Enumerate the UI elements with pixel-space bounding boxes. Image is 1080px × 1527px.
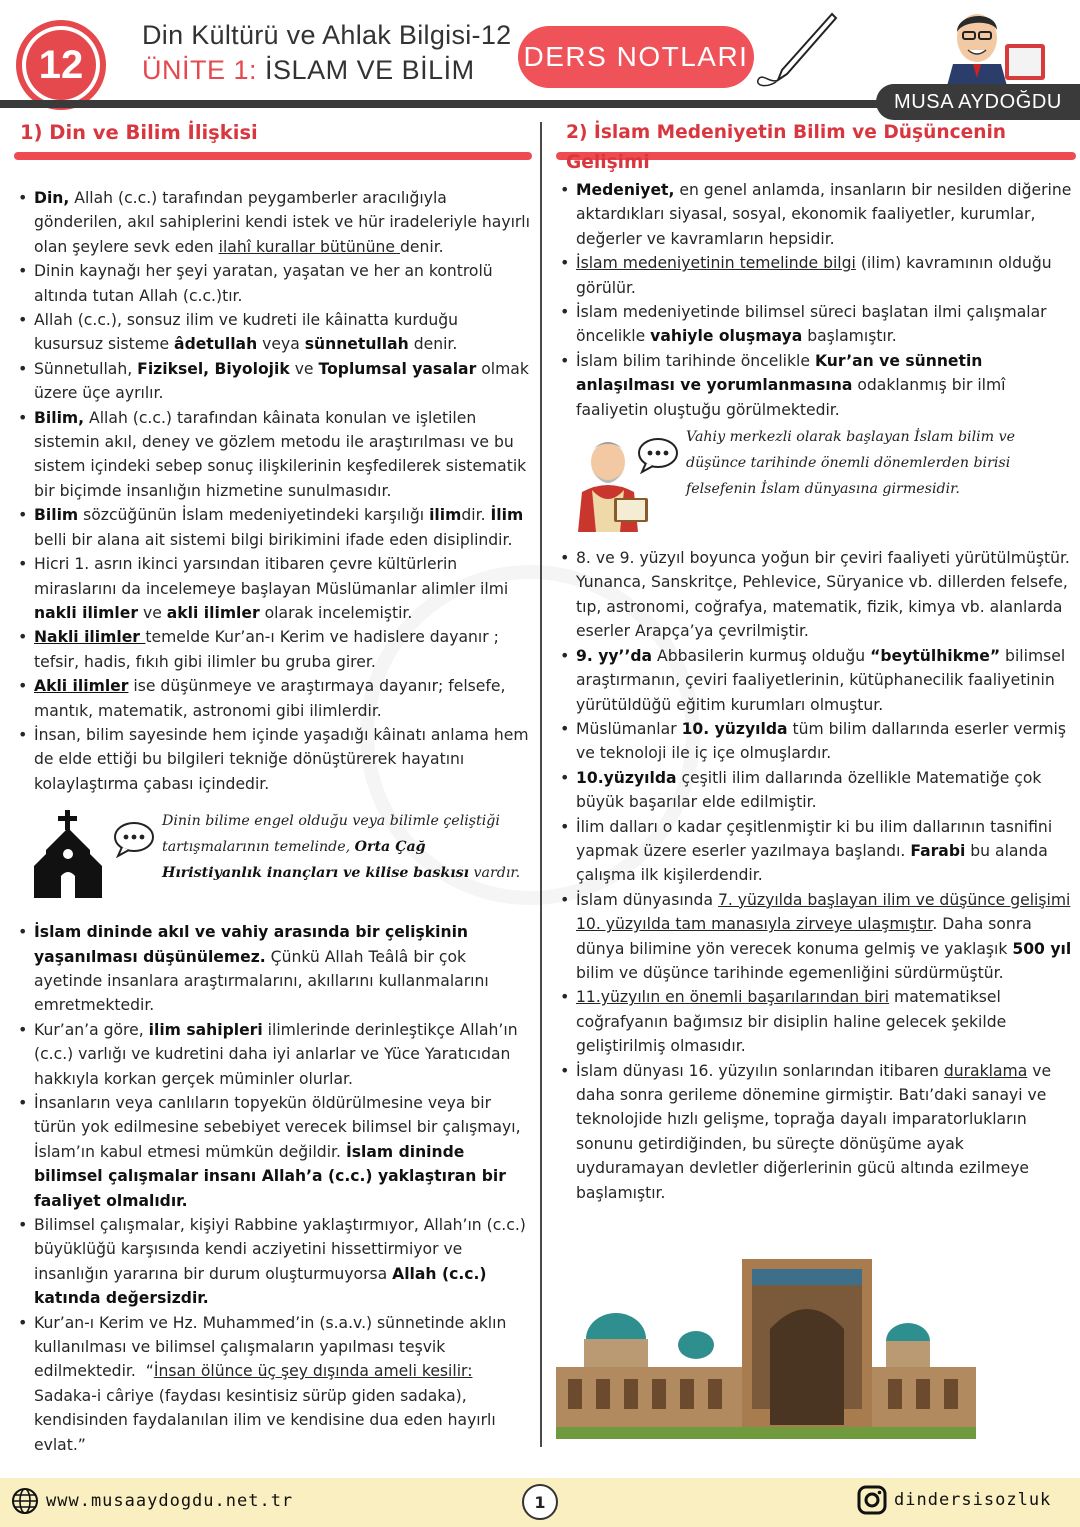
bullet-item: • Dinin kaynağı her şeyi yaratan, yaşatan ve her an kontrolü altında tutan Allah (c.c.)tır. xyxy=(14,259,532,308)
bullet-item: • İslam bilim tarihinde öncelikle Kur’an ve sünnetin anlaşılması ve yorumlanmasına odaklanmış bir ilmî faaliyetin oluştuğu görülmektedir. xyxy=(556,349,1076,422)
bullet-item: • Sünnetullah, Fiziksel, Biyolojik ve Toplumsal yasalar olmak üzere üçe ayrılır. xyxy=(14,357,532,406)
section-title-right: 2) İslam Medeniyetin Bilim ve Düşüncenin Gelişimi xyxy=(566,122,1007,173)
callout-bold: Orta Çağ xyxy=(354,839,426,856)
mosque-madrasa-image xyxy=(556,1249,976,1439)
bullet-item: • 11.yüzyılın en önemli başarılarından biri matematiksel coğrafyanın bağımsız bir disiplin haline gelecek şekilde geliştirilmiş olmasıdır. xyxy=(556,985,1076,1058)
bullet-item: • İslam medeniyetinin temelinde bilgi (ilim) kavramının olduğu görülür. xyxy=(556,251,1076,300)
bullet-item: • Allah (c.c.), sonsuz ilim ve kudreti ile kâinatta kurduğu kusursuz sisteme âdetullah veya sünnetullah denir. xyxy=(14,308,532,357)
bullet-item: • Akli ilimler ise düşünmeye ve araştırmaya dayanır; felsefe, mantık, matematik, astronomi gibi ilimlerdir. xyxy=(14,674,532,723)
callout-bold: Hıristiyanlık inançları ve kilise baskısı xyxy=(162,865,469,882)
bullet-item: • İnsanların veya canlıların topyekün öldürülmesine veya bir türün yok edilmesine sebebiyet verecek bilimsel bir çalışmayı, İslam’ın kabul etmesi mümkün değildir. İslam dininde bilimsel çalışmalar insanı Allah’a (c.c.) yaklaştıran bir faaliyet olmalıdır. xyxy=(14,1091,532,1213)
bullet-item: • Bilim, Allah (c.c.) tarafından kâinata konulan ve işletilen sistemin akıl, deney ve gözlem metodu ile araştırılması ve bu sistem içindeki sebep sonuç ilişkilerinin keşfedilerek sistematik bir biçimde insanlığın hizmetine sunulmasıdır. xyxy=(14,406,532,504)
author-avatar-icon xyxy=(935,6,1053,86)
bullet-item: • Din, Allah (c.c.) tarafından peygamberler aracılığıyla gönderilen, akıl sahiplerini kendi istek ve hür iradeleriyle hayırlı olan şeylere sevk eden ilahî kurallar bütününe denir. xyxy=(14,186,532,259)
bullet-item: • Nakli ilimler temelde Kur’an-ı Kerim ve hadislere dayanır ; tefsir, hadis, fıkıh gibi ilimler bu gruba girer. xyxy=(14,625,532,674)
right-bullets-a xyxy=(556,178,1076,422)
left-bullets-a xyxy=(14,186,532,796)
bullet-item: • İslam dünyası 16. yüzyılın sonlarından itibaren duraklama ve daha sonra gerileme dönemine girmiştir. Batı’daki sanayi ve teknolojide hızlı gelişme, toprağa dayalı imparatorlukların sonunu getirdiğinden, bu süreçte dönüşüme ayak uyduramayan devletler diğerlerinin gücü altında ezilmeye başlamıştır. xyxy=(556,1059,1076,1205)
speech-bubble-icon xyxy=(636,436,680,474)
scholar-callout xyxy=(556,428,1076,546)
notes-badge: DERS NOTLARI xyxy=(518,26,754,88)
unit-title xyxy=(142,55,475,86)
section-bar-left xyxy=(14,152,532,160)
callout-text: vardır. xyxy=(469,865,521,882)
unit-number: 12 xyxy=(26,30,96,100)
globe-icon xyxy=(10,1486,40,1516)
bullet-item: • İnsan, bilim sayesinde hem içinde yaşadığı kâinatı anlama hem de elde ettiği bu bilgileri tekniğe dönüştürerek hayatını kolaylaştırma çabası içindedir. xyxy=(14,723,532,796)
bullet-item: • Kur’an’a göre, ilim sahipleri ilimlerinde derinleştikçe Allah’ın (c.c.) varlığı ve kudretini daha iyi anlarlar ve Yüce Yaratıcıdan hakkıyla korkan gerçek müminler olurlar. xyxy=(14,1018,532,1091)
bullet-item: • Bilim sözcüğünün İslam medeniyetindeki karşılığı ilimdir. İlim belli bir alana ait sistemi bilgi birikimini ifade eden disiplindir. xyxy=(14,503,532,552)
bullet-item: • İslam dünyasında 7. yüzyılda başlayan ilim ve düşünce gelişimi 10. yüzyılda tam manasıyla zirveye ulaşmıştır. Daha sonra dünya bilimine yön verecek konuma gelmiş ve yaklaşık 500 yıl bilim ve düşünce tarihinde egemenliğini sürdürmüştür. xyxy=(556,888,1076,986)
page-footer xyxy=(0,1478,1080,1527)
callout-line: Vahiy merkezli olarak başlayan İslam bilim ve xyxy=(686,429,1016,446)
course-title: Din Kültürü ve Ahlak Bilgisi-12 xyxy=(142,20,512,50)
callout-line xyxy=(162,860,532,886)
instagram-link[interactable] xyxy=(856,1484,1051,1516)
bullet-item: • Medeniyet, en genel anlamda, insanların bir nesilden diğerine aktardıkları siyasal, sosyal, ekonomik faaliyetler, kurumlar, değerler ve kavramların hepsidir. xyxy=(556,178,1076,251)
unit-number-badge xyxy=(16,20,106,110)
website-link[interactable] xyxy=(10,1486,293,1516)
bullet-item: • İlim dalları o kadar çeşitlenmiştir ki bu ilim dallarının tasnifini yapmak üzere eserler yazılmaya başlandı. Farabi bu alanda çalışma ilk kişilerdendir. xyxy=(556,815,1076,888)
bullet-item: • İslam medeniyetinde bilimsel süreci başlatan ilmi çalışmalar öncelikle vahiyle oluşmaya başlamıştır. xyxy=(556,300,1076,349)
instagram-handle: dindersisozluk xyxy=(894,1490,1052,1510)
section-title-left: 1) Din ve Bilim İlişkisi xyxy=(20,121,258,144)
callout-line: düşünce tarihinde önemli dönemlerden birisi xyxy=(686,455,1011,472)
callout-line xyxy=(162,834,532,860)
callout-line: felsefenin İslam dünyasına girmesidir. xyxy=(686,481,960,498)
instagram-icon xyxy=(856,1484,888,1516)
bullet-item: • 10.yüzyılda çeşitli ilim dallarında özellikle Matematiğe çok büyük başarılar elde edilmiştir. xyxy=(556,766,1076,815)
left-bullets-b xyxy=(14,920,532,1457)
right-column xyxy=(556,118,1076,1439)
speech-bubble-icon xyxy=(112,820,156,858)
bullet-item: • 8. ve 9. yüzyıl boyunca yoğun bir çeviri faaliyeti yürütülmüştür. Yunanca, Sanskritçe, Pehlevice, Süryanice vb. dillerden felsefe, tıp, astronomi, coğrafya, matematik, fizik, kimya vb. alanlarda eserler Arapça’ya çevrilmiştir. xyxy=(556,546,1076,644)
callout-line: Dinin bilime engel olduğu veya bilimle çeliştiği xyxy=(162,813,500,830)
pen-icon xyxy=(752,10,842,90)
page-header xyxy=(0,0,1080,113)
callout-text: tartışmalarının temelinde, xyxy=(162,839,355,856)
bullet-item: • İslam dininde akıl ve vahiy arasında bir çelişkinin yaşanılması düşünülemez. Çünkü Allah Teâlâ bir çok ayetinde insanlara araştırmalarını, akıllarını kullanmalarını emretmektedir. xyxy=(14,920,532,1018)
author-name: MUSA AYDOĞDU xyxy=(876,84,1080,120)
church-callout xyxy=(14,810,532,920)
column-divider xyxy=(540,122,542,1447)
website-text: www.musaaydogdu.net.tr xyxy=(46,1491,294,1511)
church-icon xyxy=(32,810,104,900)
bullet-item: • Hicri 1. asrın ikinci yarsından itibaren çevre kültürlerin miraslarını da incelemeye başlayan Müslümanlar alimler ilmi nakli ilimler ve akli ilimler olarak incelemiştir. xyxy=(14,552,532,625)
unit-prefix: ÜNİTE 1: xyxy=(142,55,258,85)
right-bullets-b xyxy=(556,546,1076,1205)
bullet-item: • Bilimsel çalışmalar, kişiyi Rabbine yaklaştırmıyor, Allah’ın (c.c.) büyüklüğü karşısında kendi acziyetini hissettirmiyor ve insanlığın yararına bir durum oluşturmuyorsa Allah (c.c.) katında değersizdir. xyxy=(14,1213,532,1311)
header-bar xyxy=(0,100,880,108)
page-number: 1 xyxy=(522,1484,558,1520)
bullet-item: • Kur’an-ı Kerim ve Hz. Muhammed’in (s.a.v.) sünnetinde aklın kullanılması ve bilimsel çalışmaların yapılması teşvik edilmektedir. “İnsan ölünce üç şey dışında ameli kesilir: Sadaka-i câriye (faydası kesintisiz sürüp giden sadaka), kendisinden faydalanılan ilim ve kendisine dua eden hayırlı evlat.” xyxy=(14,1311,532,1457)
scholar-callout-text xyxy=(686,424,1076,502)
church-callout-text xyxy=(162,808,532,886)
left-column xyxy=(14,118,532,1457)
unit-name: İSLAM VE BİLİM xyxy=(265,55,475,85)
bullet-item: • Müslümanlar 10. yüzyılda tüm bilim dallarında eserler vermiş ve teknoloji ile iç içe olmuşlardır. xyxy=(556,717,1076,766)
bullet-item: • 9. yy’’da Abbasilerin kurmuş olduğu “beytülhikme” bilimsel araştırmanın, çeviri faaliyetlerinin, kütüphanecilik faaliyetinin yürütüldüğü eğitim kurumları olmuştur. xyxy=(556,644,1076,717)
